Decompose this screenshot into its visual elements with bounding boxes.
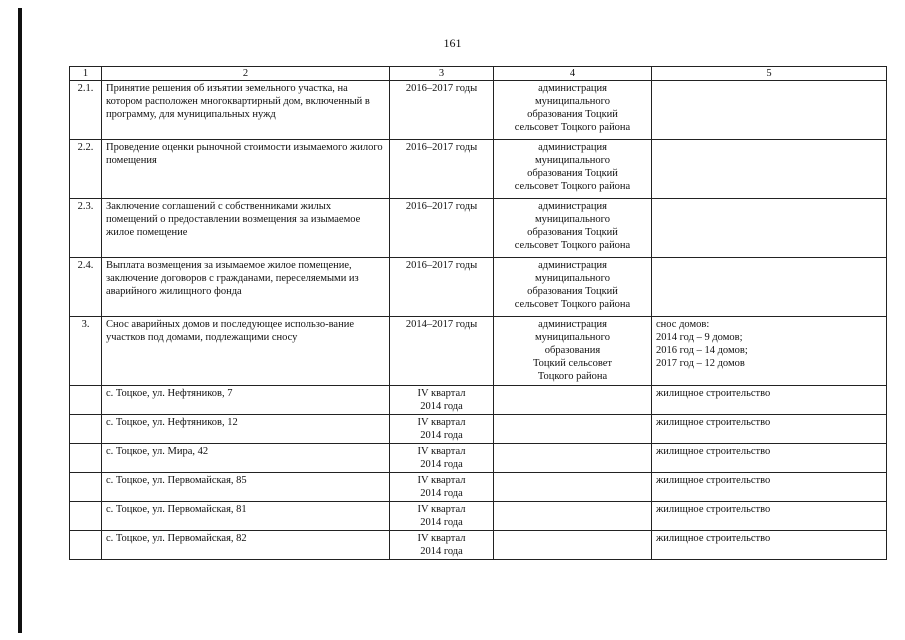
column-header: 2 — [102, 67, 390, 81]
row-executor — [494, 258, 652, 317]
row-executor — [494, 81, 652, 140]
row-description: Принятие решения об изъятии земельного участка, на котором расположен многоквартирный дом, включенный в программу, для муниципальных нужд — [102, 81, 390, 140]
address-row — [70, 502, 887, 531]
row-period: 2016–2017 годы — [390, 258, 494, 317]
address-result: жилищное строительство — [652, 415, 887, 444]
row-result — [652, 81, 887, 140]
empty-cell — [494, 415, 652, 444]
address-period — [390, 415, 494, 444]
address-row — [70, 386, 887, 415]
period-line: IV квартал — [417, 417, 466, 428]
empty-cell — [70, 502, 102, 531]
empty-cell — [70, 386, 102, 415]
row-period: 2014–2017 годы — [390, 317, 494, 386]
executor-line: муниципального — [535, 273, 610, 284]
row-number: 2.1. — [70, 81, 102, 140]
period-line: IV квартал — [417, 446, 466, 457]
address-row — [70, 531, 887, 560]
column-header: 4 — [494, 67, 652, 81]
empty-cell — [70, 415, 102, 444]
address-result: жилищное строительство — [652, 386, 887, 415]
row-executor — [494, 317, 652, 386]
table-row — [70, 317, 887, 386]
address-result: жилищное строительство — [652, 444, 887, 473]
empty-cell — [494, 531, 652, 560]
address-period — [390, 502, 494, 531]
row-description: Выплата возмещения за изымаемое жилое помещение, заключение договоров с гражданами, переселяемыми из аварийного жилищного фонда — [102, 258, 390, 317]
address-cell: с. Тоцкое, ул. Первомайская, 82 — [102, 531, 390, 560]
row-result — [652, 140, 887, 199]
empty-cell — [494, 473, 652, 502]
table-row — [70, 199, 887, 258]
page-number: 161 — [443, 36, 462, 50]
executor-line: образования — [544, 345, 601, 356]
address-row — [70, 444, 887, 473]
address-result: жилищное строительство — [652, 531, 887, 560]
executor-line: Тоцкого района — [537, 371, 608, 382]
executor-line: образования Тоцкий — [527, 109, 618, 120]
row-number: 2.4. — [70, 258, 102, 317]
row-number: 3. — [70, 317, 102, 386]
empty-cell — [70, 531, 102, 560]
executor-line: муниципального — [535, 96, 610, 107]
row-period: 2016–2017 годы — [390, 140, 494, 199]
executor-line: администрация — [538, 83, 607, 94]
period-line: IV квартал — [417, 388, 466, 399]
column-header: 1 — [70, 67, 102, 81]
table-row — [70, 140, 887, 199]
address-period — [390, 531, 494, 560]
executor-line: сельсовет Тоцкого района — [514, 181, 631, 192]
period-line: IV квартал — [417, 475, 466, 486]
address-period — [390, 473, 494, 502]
empty-cell — [494, 386, 652, 415]
period-line: 2014 года — [420, 401, 463, 412]
row-executor — [494, 140, 652, 199]
row-description: Снос аварийных домов и последующее использо-вание участков под домами, подлежащими сносу — [102, 317, 390, 386]
result-line: 2014 год – 9 домов; — [656, 332, 743, 343]
binding-line — [18, 8, 22, 633]
period-line: 2014 года — [420, 517, 463, 528]
executor-line: Тоцкий сельсовет — [533, 358, 612, 369]
table-row — [70, 258, 887, 317]
address-cell: с. Тоцкое, ул. Нефтяников, 7 — [102, 386, 390, 415]
period-line: 2014 года — [420, 546, 463, 557]
result-line: снос домов: — [656, 319, 710, 330]
table-row — [70, 81, 887, 140]
empty-cell — [70, 473, 102, 502]
address-row — [70, 415, 887, 444]
executor-line: администрация — [538, 319, 607, 330]
address-period — [390, 444, 494, 473]
executor-line: образования Тоцкий — [527, 227, 618, 238]
row-number: 2.3. — [70, 199, 102, 258]
address-result: жилищное строительство — [652, 473, 887, 502]
executor-line: администрация — [538, 201, 607, 212]
period-line: 2014 года — [420, 430, 463, 441]
address-cell: с. Тоцкое, ул. Мира, 42 — [102, 444, 390, 473]
result-line: 2017 год – 12 домов — [656, 358, 745, 369]
executor-line: администрация — [538, 142, 607, 153]
result-line: 2016 год – 14 домов; — [656, 345, 748, 356]
executor-line: сельсовет Тоцкого района — [514, 122, 631, 133]
address-row — [70, 473, 887, 502]
row-description: Проведение оценки рыночной стоимости изымаемого жилого помещения — [102, 140, 390, 199]
row-description: Заключение соглашений с собственниками жилых помещений о предоставлении возмещения за изымаемое жилое помещение — [102, 199, 390, 258]
program-table — [69, 66, 887, 560]
row-number: 2.2. — [70, 140, 102, 199]
executor-line: муниципального — [535, 332, 610, 343]
address-cell: с. Тоцкое, ул. Первомайская, 85 — [102, 473, 390, 502]
address-cell: с. Тоцкое, ул. Первомайская, 81 — [102, 502, 390, 531]
period-line: IV квартал — [417, 504, 466, 515]
period-line: IV квартал — [417, 533, 466, 544]
period-line: 2014 года — [420, 459, 463, 470]
executor-line: администрация — [538, 260, 607, 271]
empty-cell — [494, 502, 652, 531]
row-result — [652, 317, 887, 386]
row-executor — [494, 199, 652, 258]
address-result: жилищное строительство — [652, 502, 887, 531]
executor-line: сельсовет Тоцкого района — [514, 240, 631, 251]
row-period: 2016–2017 годы — [390, 81, 494, 140]
executor-line: муниципального — [535, 214, 610, 225]
executor-line: образования Тоцкий — [527, 168, 618, 179]
row-period: 2016–2017 годы — [390, 199, 494, 258]
address-period — [390, 386, 494, 415]
period-line: 2014 года — [420, 488, 463, 499]
column-header: 3 — [390, 67, 494, 81]
executor-line: сельсовет Тоцкого района — [514, 299, 631, 310]
row-result — [652, 199, 887, 258]
row-result — [652, 258, 887, 317]
executor-line: образования Тоцкий — [527, 286, 618, 297]
empty-cell — [70, 444, 102, 473]
address-cell: с. Тоцкое, ул. Нефтяников, 12 — [102, 415, 390, 444]
empty-cell — [494, 444, 652, 473]
executor-line: муниципального — [535, 155, 610, 166]
column-header: 5 — [652, 67, 887, 81]
column-numbers-row — [70, 67, 887, 81]
